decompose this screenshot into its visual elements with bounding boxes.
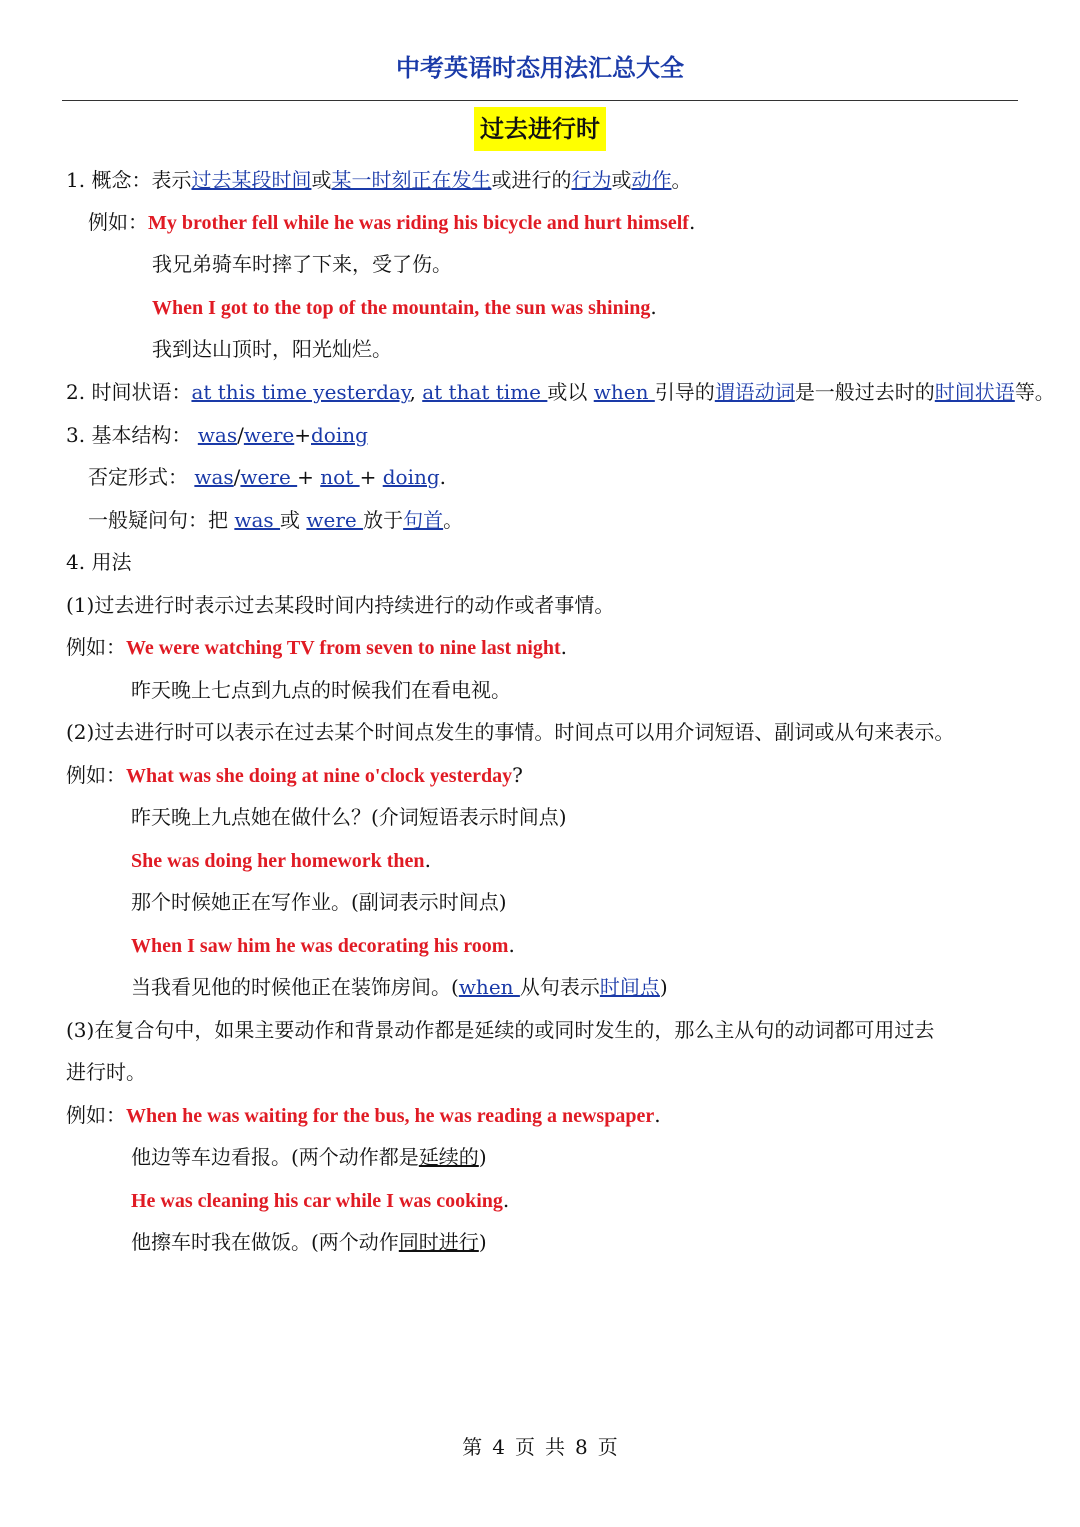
punct: .: [654, 1103, 661, 1127]
keyword-link[interactable]: at that time: [422, 380, 548, 404]
keyword-link[interactable]: 动作: [631, 168, 672, 192]
text: 。: [443, 508, 464, 532]
usage-heading: [66, 547, 131, 577]
keyword-link[interactable]: was: [194, 465, 234, 489]
punct: .: [424, 848, 431, 872]
negative-label: 否定形式：: [88, 465, 188, 489]
translation: 昨天晚上七点到九点的时候我们在看电视。: [131, 678, 511, 702]
example-line: [131, 1185, 509, 1216]
example-line: [66, 632, 567, 663]
example-sentence: When I got to the top of the mountain, the sun was shining: [152, 297, 651, 319]
punct: .: [560, 635, 567, 659]
text: /: [233, 465, 241, 489]
usage-label: 用法: [91, 550, 132, 574]
example-sentence: What was she doing at nine o'clock yesterday: [126, 765, 513, 787]
text: 或进行的: [491, 168, 572, 192]
keyword-link[interactable]: doing: [311, 423, 368, 447]
example-sentence: He was cleaning his car while I was cooking: [131, 1190, 503, 1212]
keyword-link[interactable]: not: [320, 465, 360, 489]
underlined-text: 同时进行: [398, 1230, 479, 1254]
keyword-link[interactable]: 时间状语: [934, 380, 1015, 404]
section-title-container: [0, 107, 1080, 151]
footer-text: 页: [597, 1435, 618, 1459]
example-line: [152, 292, 657, 323]
translation: [131, 1227, 487, 1257]
usage-1-text: (1)过去进行时表示过去某段时间内持续进行的动作或者事情。: [66, 593, 615, 617]
text: 或: [280, 508, 307, 532]
example-line: [66, 760, 523, 791]
structure-label: 基本结构：: [91, 423, 192, 447]
keyword-link[interactable]: when: [593, 380, 655, 404]
usage-2-text: (2)过去进行时可以表示在过去某个时间点发生的事情。时间点可以用介词短语、副词或从句来表示。: [66, 720, 955, 744]
footer-text: 第: [462, 1435, 483, 1459]
keyword-link[interactable]: was: [234, 508, 281, 532]
keyword-link[interactable]: were: [306, 508, 364, 532]
text: 。: [671, 168, 692, 192]
text: 放于: [363, 508, 404, 532]
text: +: [359, 465, 383, 489]
text: ,: [409, 380, 423, 404]
example-prefix: 例如：: [66, 1103, 126, 1127]
keyword-link[interactable]: were: [243, 423, 295, 447]
example-sentence: When I saw him he was decorating his room: [131, 935, 509, 957]
text: 当我看见他的时候他正在装饰房间。(: [131, 975, 459, 999]
translation: [131, 972, 668, 1002]
total-pages: 8: [575, 1435, 588, 1459]
underlined-text: 延续的: [418, 1145, 479, 1169]
punct: .: [502, 1188, 510, 1212]
text: 引导的: [654, 380, 715, 404]
page-number: 4: [492, 1435, 505, 1459]
example-prefix: 例如：: [66, 763, 126, 787]
punct: ?: [512, 763, 523, 787]
example-sentence: My brother fell while he was riding his bicycle and hurt himself: [148, 212, 689, 234]
footer-text: 共: [545, 1435, 565, 1459]
item-number: 3.: [66, 423, 86, 447]
text: .: [439, 465, 447, 489]
keyword-link[interactable]: 过去某段时间: [191, 168, 312, 192]
keyword-link[interactable]: 某一时刻正在发生: [331, 168, 492, 192]
section-title: 过去进行时: [474, 107, 606, 151]
item-number: 1.: [66, 168, 86, 192]
keyword-link[interactable]: at this time yesterday: [191, 380, 410, 404]
example-sentence: When he was waiting for the bus, he was reading a newspaper: [126, 1105, 655, 1127]
header-divider: [62, 100, 1018, 101]
translation: 昨天晚上九点她在做什么？(介词短语表示时间点): [131, 805, 567, 829]
negative-form-line: [88, 462, 446, 492]
text: ): [478, 1145, 487, 1169]
translation: 我到达山顶时，阳光灿烂。: [152, 337, 392, 361]
adverbial-label: 时间状语：: [91, 380, 192, 404]
text: /: [237, 423, 244, 447]
text: 或以: [547, 380, 594, 404]
punct: .: [650, 295, 657, 319]
example-line: [66, 1100, 661, 1131]
keyword-link[interactable]: were: [240, 465, 298, 489]
text: 或: [311, 168, 332, 192]
example-line: [131, 930, 515, 961]
item-number: 4.: [66, 550, 86, 574]
text: 他边等车边看报。(两个动作都是: [131, 1145, 419, 1169]
document-title: 中考英语时态用法汇总大全: [396, 54, 684, 82]
example-line: [88, 207, 695, 238]
keyword-link[interactable]: 谓语动词: [714, 380, 795, 404]
keyword-link[interactable]: 行为: [571, 168, 612, 192]
usage-3-text: (3)在复合句中，如果主要动作和背景动作都是延续的或同时发生的，那么主从句的动词都可用过去: [66, 1018, 935, 1042]
text: 或: [611, 168, 632, 192]
example-prefix: 例如：: [66, 635, 126, 659]
keyword-link[interactable]: 时间点: [599, 975, 660, 999]
text: 从句表示: [519, 975, 600, 999]
text: 等。: [1014, 380, 1055, 404]
punct: .: [508, 933, 515, 957]
time-adverbial-line: [66, 377, 1055, 407]
keyword-link[interactable]: 句首: [403, 508, 444, 532]
footer-text: 页: [515, 1435, 535, 1459]
page-footer: [0, 1432, 1080, 1462]
translation: 那个时候她正在写作业。(副词表示时间点): [131, 890, 507, 914]
translation: [131, 1142, 487, 1172]
text: 是一般过去时的: [794, 380, 935, 404]
question-form-line: [88, 505, 463, 535]
text: ): [659, 975, 668, 999]
keyword-link[interactable]: when: [458, 975, 520, 999]
text: +: [297, 465, 321, 489]
concept-line: [66, 165, 691, 195]
example-prefix: 例如：: [88, 210, 148, 234]
question-label: 一般疑问句：把: [88, 508, 235, 532]
text: 表示: [151, 168, 192, 192]
item-number: 2.: [66, 380, 86, 404]
usage-3-text-cont: 进行时。: [66, 1060, 146, 1084]
keyword-link[interactable]: doing: [382, 465, 440, 489]
text: 他擦车时我在做饭。(两个动作: [131, 1230, 399, 1254]
text: +: [294, 423, 311, 447]
example-sentence: She was doing her homework then: [131, 850, 425, 872]
concept-label: 概念：: [91, 168, 152, 192]
translation: 我兄弟骑车时摔了下来，受了伤。: [152, 252, 452, 276]
punct: .: [688, 210, 696, 234]
example-line: [131, 845, 431, 876]
structure-line: [66, 420, 368, 450]
keyword-link[interactable]: was: [197, 423, 238, 447]
text: ): [478, 1230, 487, 1254]
example-sentence: We were watching TV from seven to nine last night: [126, 637, 561, 659]
